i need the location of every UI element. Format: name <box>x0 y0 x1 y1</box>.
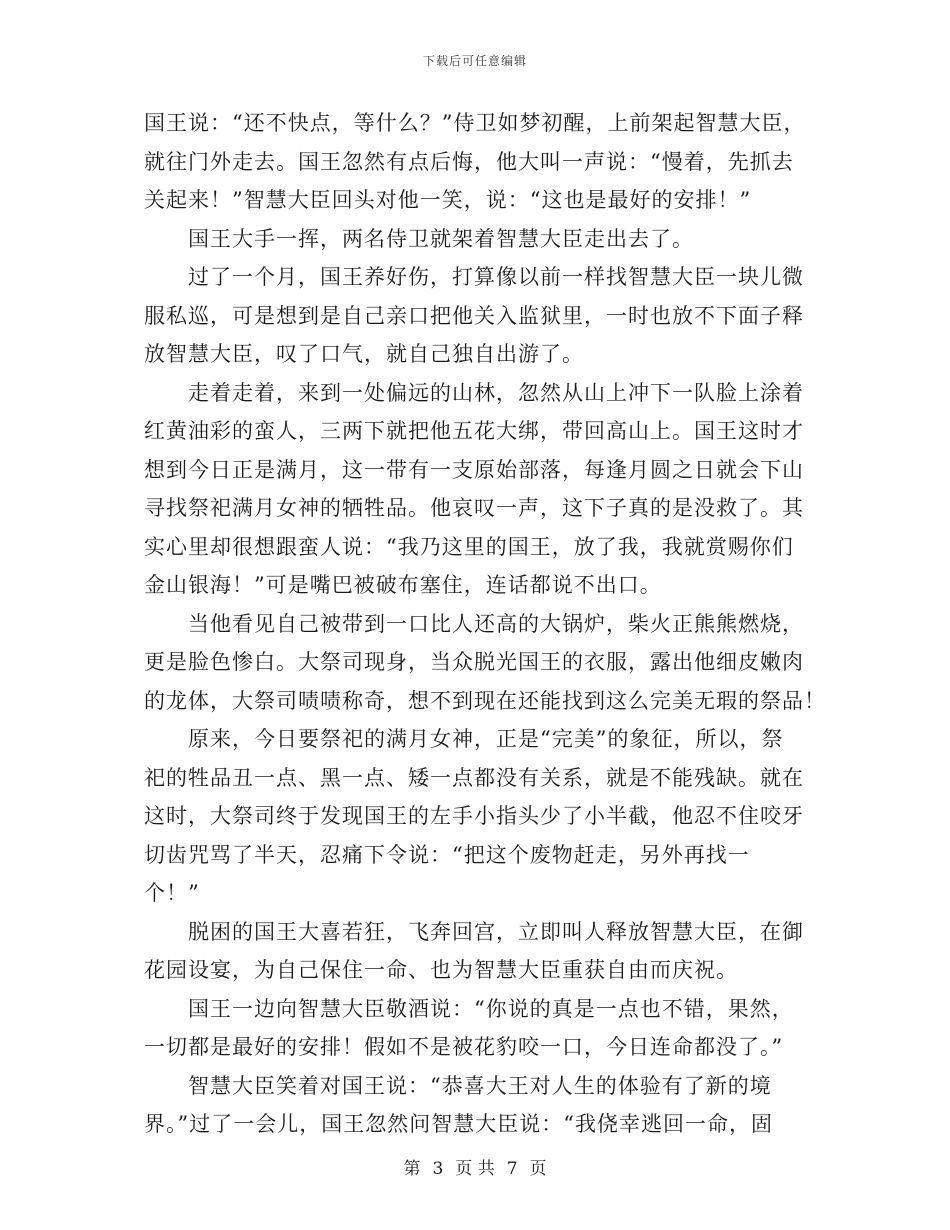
text-line: 寻找祭祀满月女神的牺牲品。他哀叹一声，这下子真的是没救了。其 <box>144 496 804 520</box>
text-line: 这时，大祭司终于发现国王的左手小指头少了小半截，他忍不住咬牙 <box>144 804 804 828</box>
text-line: 过了一个月，国王养好伤，打算像以前一样找智慧大臣一块儿微 <box>144 265 804 289</box>
text-line: 祀的牲品丑一点、黑一点、矮一点都没有关系，就是不能残缺。就在 <box>144 765 804 790</box>
text-line: 实心里却很想跟蛮人说：“我乃这里的国王，放了我，我就赏赐你们 <box>144 534 794 559</box>
text-line: 国王一边向智慧大臣敬酒说：“你说的真是一点也不错，果然， <box>144 996 794 1021</box>
page-footer <box>0 1154 950 1179</box>
text-line: 当他看见自己被带到一口比人还高的大锅炉，柴火正熊熊燃烧， <box>144 611 804 636</box>
text-line: 原来，今日要祭祀的满月女神，正是“完美”的象征，所以，祭 <box>144 727 784 751</box>
page-label-suffix: 页 <box>529 1159 547 1179</box>
text-line: 一切都是最好的安排！假如不是被花豹咬一口，今日连命都没了。” <box>144 1035 784 1059</box>
text-line: 界。”过了一会儿，国王忽然问智慧大臣说：“我侥幸逃回一命，固 <box>144 1112 773 1136</box>
text-line: 服私巡，可是想到是自己亲口把他关入监狱里，一时也放不下面子释 <box>144 303 804 328</box>
total-pages-number: 7 <box>506 1159 518 1179</box>
text-line: 金山银海！”可是嘴巴被破布塞住，连话都说不出口。 <box>144 573 662 597</box>
text-line: 智慧大臣笑着对国王说：“恭喜大王对人生的体验有了新的境 <box>144 1073 772 1098</box>
text-line: 国王说：“还不快点，等什么？”侍卫如梦初醒，上前架起智慧大臣， <box>144 111 806 135</box>
text-line: 红黄油彩的蛮人，三两下就把他五花大绑，带回高山上。国王这时才 <box>144 419 804 443</box>
text-line: 走着走着，来到一处偏远的山林，忽然从山上冲下一队脸上涂着 <box>144 380 804 405</box>
text-line: 想到今日正是满月，这一带有一支原始部落，每逢月圆之日就会下山 <box>144 457 804 482</box>
text-line: 脱困的国王大喜若狂，飞奔回宫，立即叫人释放智慧大臣，在御 <box>144 919 804 944</box>
text-line: 切齿咒骂了半天，忍痛下令说：“把这个废物赶走，另外再找一 <box>144 842 750 867</box>
text-line: 关起来！”智慧大臣回头对他一笑，说：“这也是最好的安排！” <box>144 188 752 212</box>
text-line: 更是脸色惨白。大祭司现身，当众脱光国王的衣服，露出他细皮嫩肉 <box>144 650 804 674</box>
current-page-number: 3 <box>432 1159 444 1179</box>
text-line: 就往门外走去。国王忽然有点后悔，他大叫一声说：“慢着，先抓去 <box>144 149 794 174</box>
page-header: 下载后可任意编辑 <box>422 54 527 68</box>
page-label-prefix: 第 <box>403 1159 421 1179</box>
text-line: 国王大手一挥，两名侍卫就架着智慧大臣走出去了。 <box>144 226 694 251</box>
page-label-mid: 页 共 <box>455 1159 495 1179</box>
text-line: 的龙体，大祭司啧啧称奇，想不到现在还能找到这么完美无瑕的祭品！ <box>144 688 826 713</box>
text-line: 个！” <box>144 881 200 905</box>
text-line: 放智慧大臣，叹了口气，就自己独自出游了。 <box>144 342 584 366</box>
text-line: 花园设宴，为自己保住一命、也为智慧大臣重获自由而庆祝。 <box>144 958 738 982</box>
document-body <box>144 104 826 1144</box>
